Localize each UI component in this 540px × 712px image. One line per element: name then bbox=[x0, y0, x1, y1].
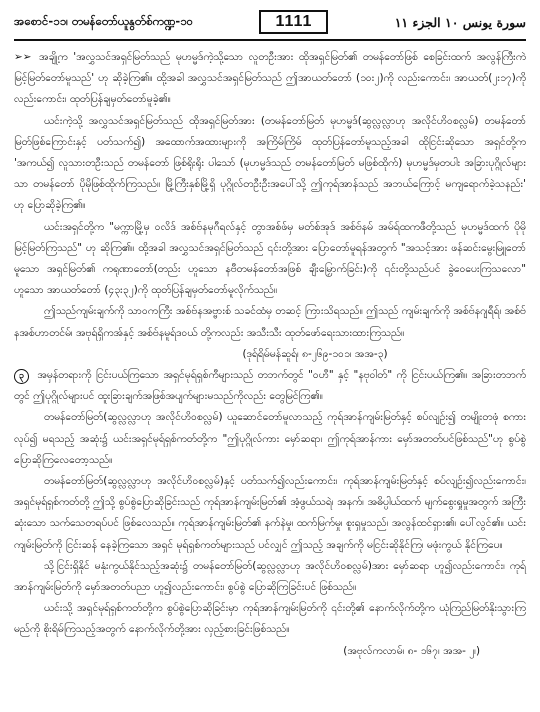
paragraph bbox=[14, 111, 526, 217]
paragraph-text: ယင်းအရှင်တို့က "မက္ကာမြို့မှ ဝလိဒ် အစ်ဗ်နမုဂီရလ်နှင့် တွာအစ်ဖ်မှ မတ်စ်အုဒ် အစ်ဗ်နမ် အမ်ရ်ထကဖီတို့သည် မုဟမ္မဒ်ထက် ပိုမိုမြင့်မြတ်ကြသည်" ဟု ဆိုကြ၏။ ထို့အခါ အလွှသင်အရှင်မြတ်သည် ၎င်းတို့အား ပြောတော်မူရန်အတွက် "အသင့်အား ဖန်ဆင်းမွေးမြူတော်မူသော အရှင်မြတ်၏ ကရုဏာတော်(တည်း ဟူသော နဗီတမန်တော်အဖြစ် ချီးမြှောက်ခြင်း)ကို ၎င်းတို့သည်ပင် ခွဲဝေပေးကြသလော" ဟူသော အာယတ်တော် (၄၃း၃၂)ကို ထုတ်ပြန်ချမှတ်တော်မူလိုက်သည်။ bbox=[14, 220, 526, 297]
paragraph-text: ဤသည်ကျမ်းချက်ကို သာဝကကြီး အစ်ဗ်နအဗ္ဗားစ် သခင်ထံမှ တဆင့် ကြားသိရသည်။ ဤသည် ကျမ်းချက်ကို အစ်ဗ်နဂျရီရ်၊ အစ်ဗ်နအစ်ဟာတင်မ်၊ အဗုရ်ရှိကအ်နှင့် အစ်ဗ်နမူရ်ဒဝယ် တို့ကလည်း အသီးသီး ထုတ်ဖော်ရေးသားထားကြသည်။ bbox=[14, 305, 526, 339]
paragraph-text: အမှန်တရားကို ငြင်းပယ်ကြသော အရှင်မုရ်ရှစ်ကီများသည် တဘက်တွင် "ဝဟီ" နှင့် "နဗုဝါတ်" ကို ငြင်းပယ်ကြ၏။ အခြားတဘက်တွင် ဤပုဂ္ဂိုလ်များပင် ထူးခြားချက်အဖြစ်အပျက်များမသည်ကိုလည်း တွေမြင်ကြ၏။ bbox=[14, 369, 527, 403]
paragraph-text: သို့ငြင်းရှိနိုင် မနုံးကွယ်နိုင်သည့်အဆုံး၌ တမန်တော်မြတ်(ဆွလ္လလ္လာဟု အလိုင်ဟိဝစလ္လမ်)အား မှော်ဆရာ ဟူ၍လည်းကောင်း၊ ကုရ်အာန်ကျမ်းမြတ်ကို မှော်အတတ်ပညာ ဟူ၍လည်းကောင်း၊ စွပ်စွဲ ပြောဆိုကြခြင်းပင် ဖြစ်သည်။ bbox=[14, 559, 526, 594]
paragraph-text: အချို့က 'အလွှသင်အရှင်မြတ်သည် မုဟမ္မဒ်ကဲ့သို့သော လူတဦးအား ထိုအရှင်မြတ်၏ တမန်တော်ဖြစ် စေခြင်းထက် အလွန်ကြီးကဲ မြင့်မြတ်တော်မူသည်' ဟု ဆိုခဲ့ကြ၏။ ထို့အခါ အလွှသင်အရှင်မြတ်သည် ဤအာယတ်တော် (၁၀း၂)ကို လည်းကောင်း၊ အာယတ်(၂း၁၇)ကို လည်းကောင်း၊ ထုတ်ပြန်ချမှတ်တော်မူခဲ့၏။ bbox=[14, 51, 526, 106]
paragraph bbox=[14, 556, 526, 598]
citation-reference: (အဗုလ်ကလာမ်၊ ၈- ၁၆၇၊ အအ- ၂၊) bbox=[343, 644, 480, 657]
header-issue-label: အစောင်-၁၁၊ တမန်တော်ယူနွတ်စ်ကဏ္ဍ-၁၀ bbox=[14, 13, 194, 28]
header-surah-label: سورة يونس ١٠ الجزء ١١ bbox=[394, 14, 526, 30]
page-number: 1111 bbox=[259, 10, 328, 34]
paragraph bbox=[14, 471, 526, 556]
paragraph bbox=[14, 365, 526, 407]
paragraph-text: ယင်းသို့ အရှင်မုရ်ရှစ်ကတ်တို့က စွပ်စွဲပြောဆိုခြင်းမှာ ကုရ်အာန်ကျမ်းမြတ်ကို ၎င်းတို့၏ နောက်လိုက်တို့က ယုံကြည်မြတ်နိုးသွားကြမည်ကို စိုးရိမ်ကြသည့်အတွက် နောက်လိုက်တို့အား လှည့်စားခြင်းဖြစ်သည်။ bbox=[14, 602, 526, 636]
citation-reference: (ဒုရ်ရိမ်မန်ဆူရ်၊ ၈-၂၆၉-၁၀၁၊ အအ-၃) bbox=[242, 347, 388, 360]
page-content bbox=[14, 47, 526, 662]
paragraph-text: တမန်တော်မြတ်(ဆွလ္လလ္လာဟု အလိုင်ဟိဝစလ္လမ်)နှင့် ပတ်သက်၍လည်းကောင်း၊ ကုရ်အာန်ကျမ်းမြတ်နှင့် စပ်လျဉ်း၍လည်းကောင်း၊ အရှင်မုရ်ရှစ်ကတ်တို့ ဤသို့ စွပ်စွဲပြောဆိုခြင်းသည် ကုရ်အာန်ကျမ်းမြတ်၏ အံ့ဖွယ်သရဲ၊ အနက်၊ အဓိပ္ပါယ်ထက် မျက်စွေးရှုမှုအတွက် အကြီးဆုံးသော သက်သေတရပ်ပင် ဖြစ်လေသည်။ ကုရ်အာန်ကျမ်းမြတ်၏ နက်နဲမှု၊ ထက်မြက်မှု၊ စူးရှမှုသည်၊ အလွန်ထင်ရှား၏၊ ပေါ်လွင်၏။ ယင်းကျမ်းမြတ်ကို ငြင်းဆန် နေခဲ့ကြသော အရှင် မုရ်ရှစ်ကတ်များသည် ပင်လျှင် ဤသည့် အချက်ကို မငြင်းဆိုနိုင်ကြ၊ မဖုံးကွယ် နိုင်ကြပေ။ bbox=[14, 475, 526, 551]
paragraph bbox=[14, 47, 526, 111]
footnote-number-badge: ၃ bbox=[14, 369, 29, 384]
paragraph bbox=[14, 301, 526, 365]
paragraph bbox=[14, 598, 526, 662]
paragraph bbox=[14, 407, 526, 471]
arrow-bullet-icon: ➢➢ bbox=[14, 51, 32, 63]
paragraph bbox=[14, 217, 526, 302]
paragraph-text: ယင်းကဲ့သို့ အလွှသင်အရှင်မြတ်သည် ထိုအရှင်မြတ်အား (တမန်တော်မြတ် မုဟမ္မဒ်(ဆွလ္လလ္လာဟု အလိုင်ဟိဝစလ္လမ်) တမန်တော်မြတ်ဖြစ်ကြောင်းနှင့် ပတ်သက်၍) အထောက်အထားများကို အကြိမ်ကြိမ် ထုတ်ပြန်တော်မူသည့်အခါ ထိုငြင်းဆိုသော အရှင်တို့က 'အကယ်၍ လူသားတဦးသည် တမန်တော် ဖြစ်ရိုးရိုး ပါသော် (မုဟမ္မဒ်သည် တမန်တော်မြတ် မဖြစ်ထိုက်) မုဟမ္မဒ်မှတပါး အခြားပုဂ္ဂိုလ်များသာ တမန်တော် ပိုမိုဖြစ်ထိုက်ကြသည်။ မြို့ကြီးနှစ်မြို့ရှိ ပုဂ္ဂိုလ်တဦးဦးအပေါ်သို့ ဤကုရ်အာန်သည် အဘယ်ကြောင့် မကျရောက်ခဲ့သနည်း' ဟု ပြောဆိုခဲ့ကြ၏။ bbox=[14, 114, 526, 212]
page-header bbox=[14, 8, 526, 41]
paragraph-text: တမန်တော်မြတ်(ဆွလ္လလ္လာဟု အလိုင်ဟိဝစလ္လမ်) ယူဆောင်တော်မူလာသည့် ကုရ်အာန်ကျမ်းမြတ်နှင့် စပ်လျဉ်း၍ တမျိုးတဖုံ စကားလုပ်၍ မရသည့် အဆုံး၌ ယင်းအရှင်မုရ်ရှစ်ကတ်တို့က "ဤပုဂ္ဂိုလ်ကား မှော်ဆရာ၊ ဤကုရ်အာန်ကား မှော်အတတ်ပင်ဖြစ်သည်"ဟု စွပ်စွဲပြောဆိုကြလေတော့သည်။ bbox=[14, 411, 526, 466]
